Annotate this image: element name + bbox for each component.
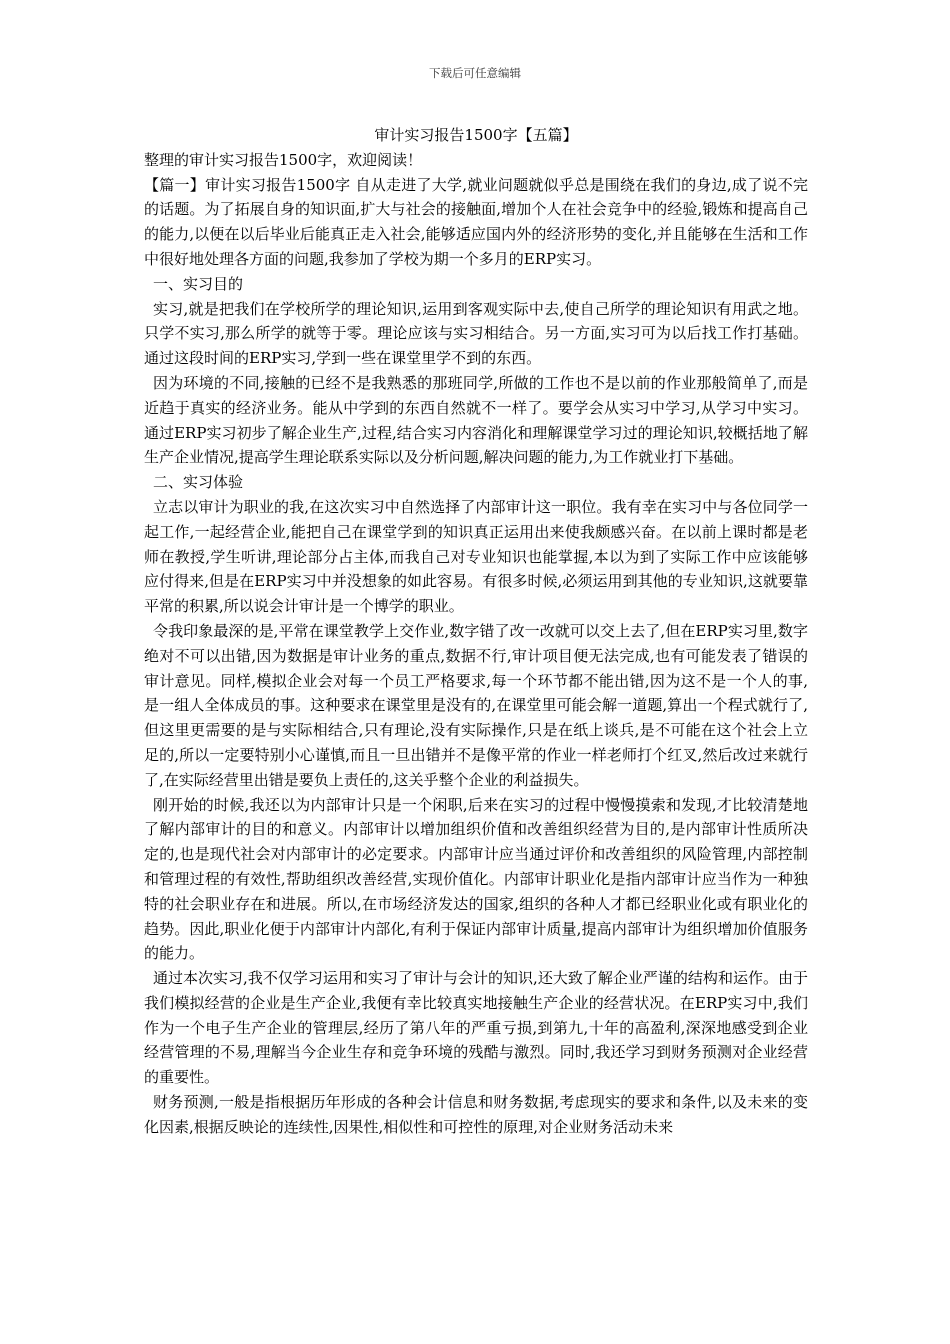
document-body [144, 123, 808, 1140]
body-paragraph: 财务预测,一般是指根据历年形成的各种会计信息和财务数据,考虑现实的要求和条件,以及未来的变化因素,根据反映论的连续性,因果性,相似性和可控性的原理,对企业财务活动未来 [144, 1093, 808, 1136]
body-paragraph: 【篇一】审计实习报告1500字 自从走进了大学,就业问题就似乎总是围绕在我们的身边,成了说不完的话题。为了拓展自身的知识面,扩大与社会的接触面,增加个人在社会竞争中的经验,锻炼和提高自己的能力,以便在以后毕业后能真正走入社会,能够适应国内外的经济形势的变化,并且能够在生活和工作中很好地处理各方面的问题,我参加了学校为期一个多月的ERP实习。 [144, 175, 808, 268]
body-paragraph: 通过本次实习,我不仅学习运用和实习了审计与会计的知识,还大致了解企业严谨的结构和运作。由于我们模拟经营的企业是生产企业,我便有幸比较真实地接触生产企业的经营状况。在ERP实习中,我们作为一个电子生产企业的管理层,经历了第八年的严重亏损,到第九,十年的高盈利,深深地感受到企业经营管理的不易,理解当今企业生存和竞争环境的残酷与激烈。同时,我还学习到财务预测对企业经营的重要性。 [144, 969, 808, 1087]
body-paragraph: 立志以审计为职业的我,在这次实习中自然选择了内部审计这一职位。我有幸在实习中与各位同学一起工作,一起经营企业,能把自己在课堂学到的知识真正运用出来使我颇感兴奋。在以前上课时都是老师在教授,学生听讲,理论部分占主体,而我自己对专业知识也能掌握,本以为到了实际工作中应该能够应付得来,但是在ERP实习中并没想象的如此容易。有很多时候,必须运用到其他的专业知识,这就要靠平常的积累,所以说会计审计是一个博学的职业。 [144, 497, 808, 616]
document-title: 审计实习报告1500字【五篇】 [374, 126, 578, 144]
body-paragraph: 因为环境的不同,接触的已经不是我熟悉的那班同学,所做的工作也不是以前的作业那般简单了,而是近趋于真实的经济业务。能从中学到的东西自然就不一样了。要学会从实习中学习,从学习中实习。通过ERP实习初步了解企业生产,过程,结合实习内容消化和理解课堂学习过的理论知识,较概括地了解生产企业情况,提高学生理论联系实际以及分析问题,解决问题的能力,为工作就业打下基础。 [144, 373, 808, 467]
section-heading: 二、实习体验 [153, 473, 244, 492]
body-paragraph: 刚开始的时候,我还以为内部审计只是一个闲职,后来在实习的过程中慢慢摸索和发现,才比较清楚地了解内部审计的目的和意义。内部审计以增加组织价值和改善组织经营为目的,是内部审计性质所决定的,也是现代社会对内部审计的必定要求。内部审计应当通过评价和改善组织的风险管理,内部控制和管理过程的有效性,帮助组织改善经营,实现价值化。内部审计职业化是指内部审计应当作为一种独特的社会职业存在和进展。所以,在市场经济发达的国家,组织的各种人才都已经职业化或有职业化的趋势。因此,职业化便于内部审计内部化,有利于保证内部审计质量,提高内部审计为组织增加价值服务的能力。 [144, 795, 808, 963]
body-paragraph: 实习,就是把我们在学校所学的理论知识,运用到客观实际中去,使自己所学的理论知识有用武之地。只学不实习,那么所学的就等于零。理论应该与实习相结合。另一方面,实习可为以后找工作打基础。通过这段时间的ERP实习,学到一些在课堂里学不到的东西。 [144, 299, 808, 368]
page-header-note: 下载后可任意编辑 [429, 66, 521, 80]
body-paragraph: 令我印象最深的是,平常在课堂教学上交作业,数字错了改一改就可以交上去了,但在ERP实习里,数字绝对不可以出错,因为数据是审计业务的重点,数据不行,审计项目便无法完成,也有可能发表了错误的审计意见。同样,模拟企业会对每一个员工严格要求,每一个环节都不能出错,因为这不是一个人的事,是一组人全体成员的事。这种要求在课堂里是没有的,在课堂里可能会解一道题,算出一个程式就行了,但这里更需要的是与实际相结合,只有理论,没有实际操作,只是在纸上谈兵,是不可能在这个社会上立足的,所以一定要特别小心谨慎,而且一旦出错并不是像平常的作业一样老师打个红叉,然后改过来就行了,在实际经营里出错是要负上责任的,这关乎整个企业的利益损失。 [144, 621, 808, 789]
intro-paragraph: 整理的审计实习报告1500字，欢迎阅读！ [144, 150, 423, 169]
section-heading: 一、实习目的 [153, 274, 244, 293]
